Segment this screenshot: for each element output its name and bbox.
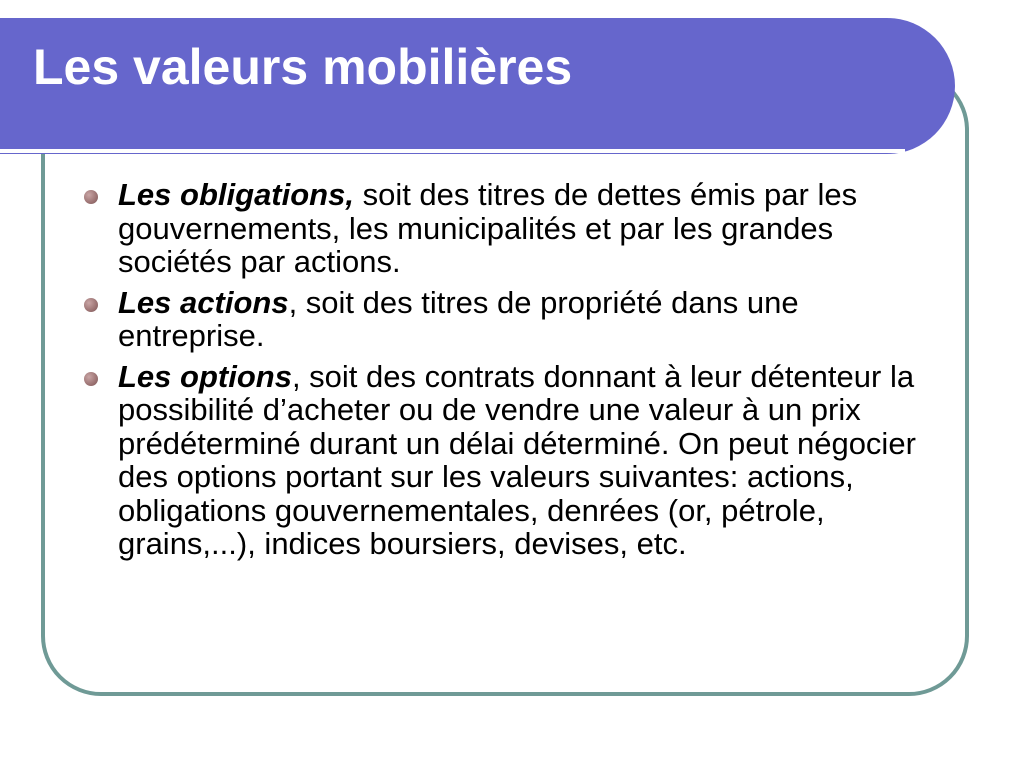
bullet-text: soit des titres de dettes émis par les gouvernements, les municipalités et par les grandes sociétés par actions. bbox=[118, 177, 858, 279]
bullet-text: , soit des titres de propriété dans une entreprise. bbox=[118, 284, 799, 353]
bullet-item-options bbox=[82, 360, 932, 561]
bullet-item-actions bbox=[82, 286, 932, 353]
bullet-dot-icon bbox=[84, 372, 98, 386]
title-underline bbox=[0, 149, 905, 153]
bullet-item-obligations bbox=[82, 178, 932, 279]
bullet-dot-icon bbox=[84, 298, 98, 312]
bullet-term: Les obligations, bbox=[118, 177, 354, 212]
bullet-term: Les actions bbox=[118, 284, 289, 320]
bullet-text: , soit des contrats donnant à leur détenteur la possibilité d’acheter ou de vendre une valeur à un prix prédéterminé durant un délai déterminé. On peut négocier des options portant sur les valeurs suivantes: actions, obligations gouvernementales, denrées (or, pétrole, grains,...), indices boursiers, devises, etc. bbox=[118, 358, 916, 561]
slide-title: Les valeurs mobilières bbox=[33, 39, 573, 95]
bullet-dot-icon bbox=[84, 190, 98, 204]
bullet-list bbox=[82, 178, 932, 568]
bullet-term: Les options bbox=[118, 358, 292, 394]
